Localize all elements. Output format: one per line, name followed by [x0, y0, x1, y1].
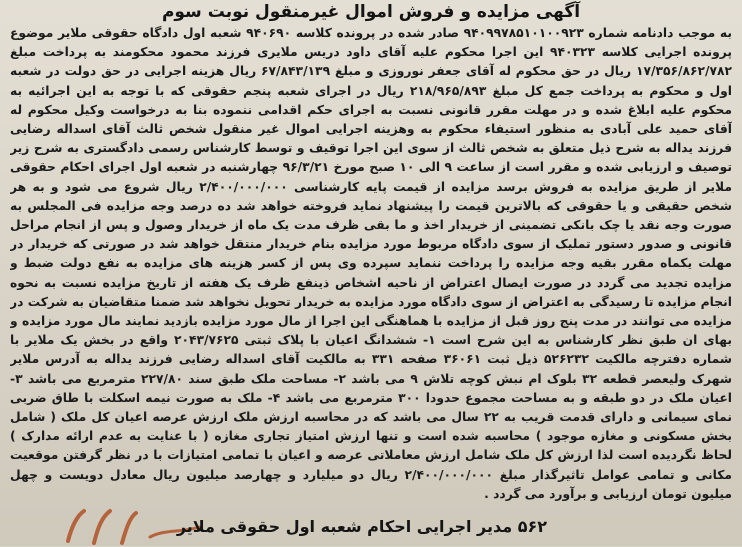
notice-title: آگهی مزایده و فروش اموال غیرمنقول نوبت سوم: [161, 2, 581, 22]
notice-body: به موجب دادنامه شماره ۹۴۰۹۹۷۸۵۱۰۱۰۰۹۲۳ صادر شده در پرونده کلاسه ۹۴۰۶۹۰ شعبه اول دادگاه حقوقی ملایر موضوع پرونده اجرایی کلاسه ۹۴۰۳۲۳ این اجرا محکوم علیه آقای داود دریس ملایری فرزند محمود محکومند به پرداخت مبلغ ۱۷/۳۵۶/۸۶۲/۷۸۲ ریال در حق محکوم له آقای جعفر نوروزی و مبلغ ۶۷/۸۴۳/۱۳۹ ریال هزینه اجرایی در حق دولت در شعبه اول و محکوم به پرداخت جمع کل مبلغ ۲۱۸/۹۶۵/۸۹۳ ریال در اجرای شعبه پنجم حقوقی که با توجه به این اجرائیه به محکوم علیه ابلاغ شده و در مهلت مقرر قانونی نسبت به اجرای حکم اقدامی ننموده بنا به درخواست وکیل محکوم له آقای حمید علی آبادی به منظور استیفاء محکوم به وهزینه اجرایی اموال غیر منقول شخص ثالث آقای اسداله رضایی فرزند یداله به شرح ذیل متعلق به شخص ثالث از سوی این اجرا توقیف و توسط کارشناس رسمی دادگستری به شرح زیر توصیف و ارزیابی شده و مقرر است از ساعت ۹ الی ۱۰ صبح مورخ ۹۶/۳/۲۱ چهارشنبه در شعبه اول اجرای احکام حقوقی ملایر از طریق مزایده به فروش برسد مزایده از قیمت پایه کارشناسی ۲/۴۰۰/۰۰۰/۰۰۰ ریال شروع می شود و به هر شخص حقیقی و یا حقوقی که بالاترین قیمت را پیشنهاد نماید فروخته خواهد شد ده درصد وجه مزایده فی المجلس به صورت وجه نقد یا چک بانکی تضمینی از خریدار اخذ و ما بقی ظرف مدت یک ماه از خریدار وصول و پس از انجام مراحل قانونی و صدور دستور تملیک از سوی دادگاه مربوط مورد مزایده بنام خریدار منتقل خواهد شد در صورتی که خریدار در مهلت یکماه مقرر بقیه وجه مزایده را پرداخت ننماید سپرده وی پس از کسر هزینه های مزایده به نفع دولت ضبط و مزایده تجدید می گردد در صورت ایصال اعتراض از ناحیه اشخاص ذینفع ظرف یک هفته از تاریخ مزایده نسبت به نحوه انجام مزایده تا رسیدگی به اعتراض از سوی دادگاه مورد مزایده به خریدار تحویل نخواهد شد ضمنا متقاضیان به شرکت در مزایده می توانند در مدت پنج روز قبل از مزایده با هماهنگی این اجرا از مال مورد مزایده بازدید نمایند مال مورد مزایده و بهای ان طبق نظر کارشناس به این شرح است ۱- ششدانگ اعیان با پلاک ثبتی ۲۰۴۳/۷۶۲۵ واقع در بخش یک ملایر با شماره دفترچه مالکیت ۵۲۶۲۳۲ ذیل ثبت ۳۶۰۶۱ صفحه ۳۳۱ به مالکیت آقای اسداله رضایی فرزند یداله به آدرس ملایر شهرک ولیعصر قطعه ۳۲ بلوک ام نبش کوچه تلاش ۹ می باشد ۲- مساحت ملک طبق سند ۲۲۷/۸۰ مترمربع می باشد ۳- اعیان ملک در دو طبقه و به مساحت مجموع حدودا ۳۰۰ مترمربع می باشد ۴- ملک به صورت نیمه اسکلت با طاق ضربی نمای سیمانی و دارای قدمت قریب به ۲۲ سال می باشد که در محاسبه ارزش ملک ارزش عرصه اعیان کل ملک ( شامل بخش مسکونی و مغازه موجود ) محاسبه شده است و تنها ارزش امتیاز تجاری مغازه ( با عنایت به عدم ارائه مدارک ) لحاظ نگردیده است لذا ارزش کل ملک شامل ارزش معاملاتی عرصه و اعیان با تمامی امتیازات با در نظر گرفتن موقعیت مکانی و تمامی عوامل تاثیرگذار مبلغ ۲/۴۰۰/۰۰۰/۰۰۰ ریال دو میلیارد و چهارصد میلیون ریال معادل دویست و چهل میلیون تومان ارزیابی و برآورد می گردد .: [10, 26, 732, 501]
notice-footer: [0, 513, 742, 546]
signature-line: ۵۶۲ مدیر اجرایی احکام شعبه اول حقوقی ملایر: [176, 517, 547, 536]
